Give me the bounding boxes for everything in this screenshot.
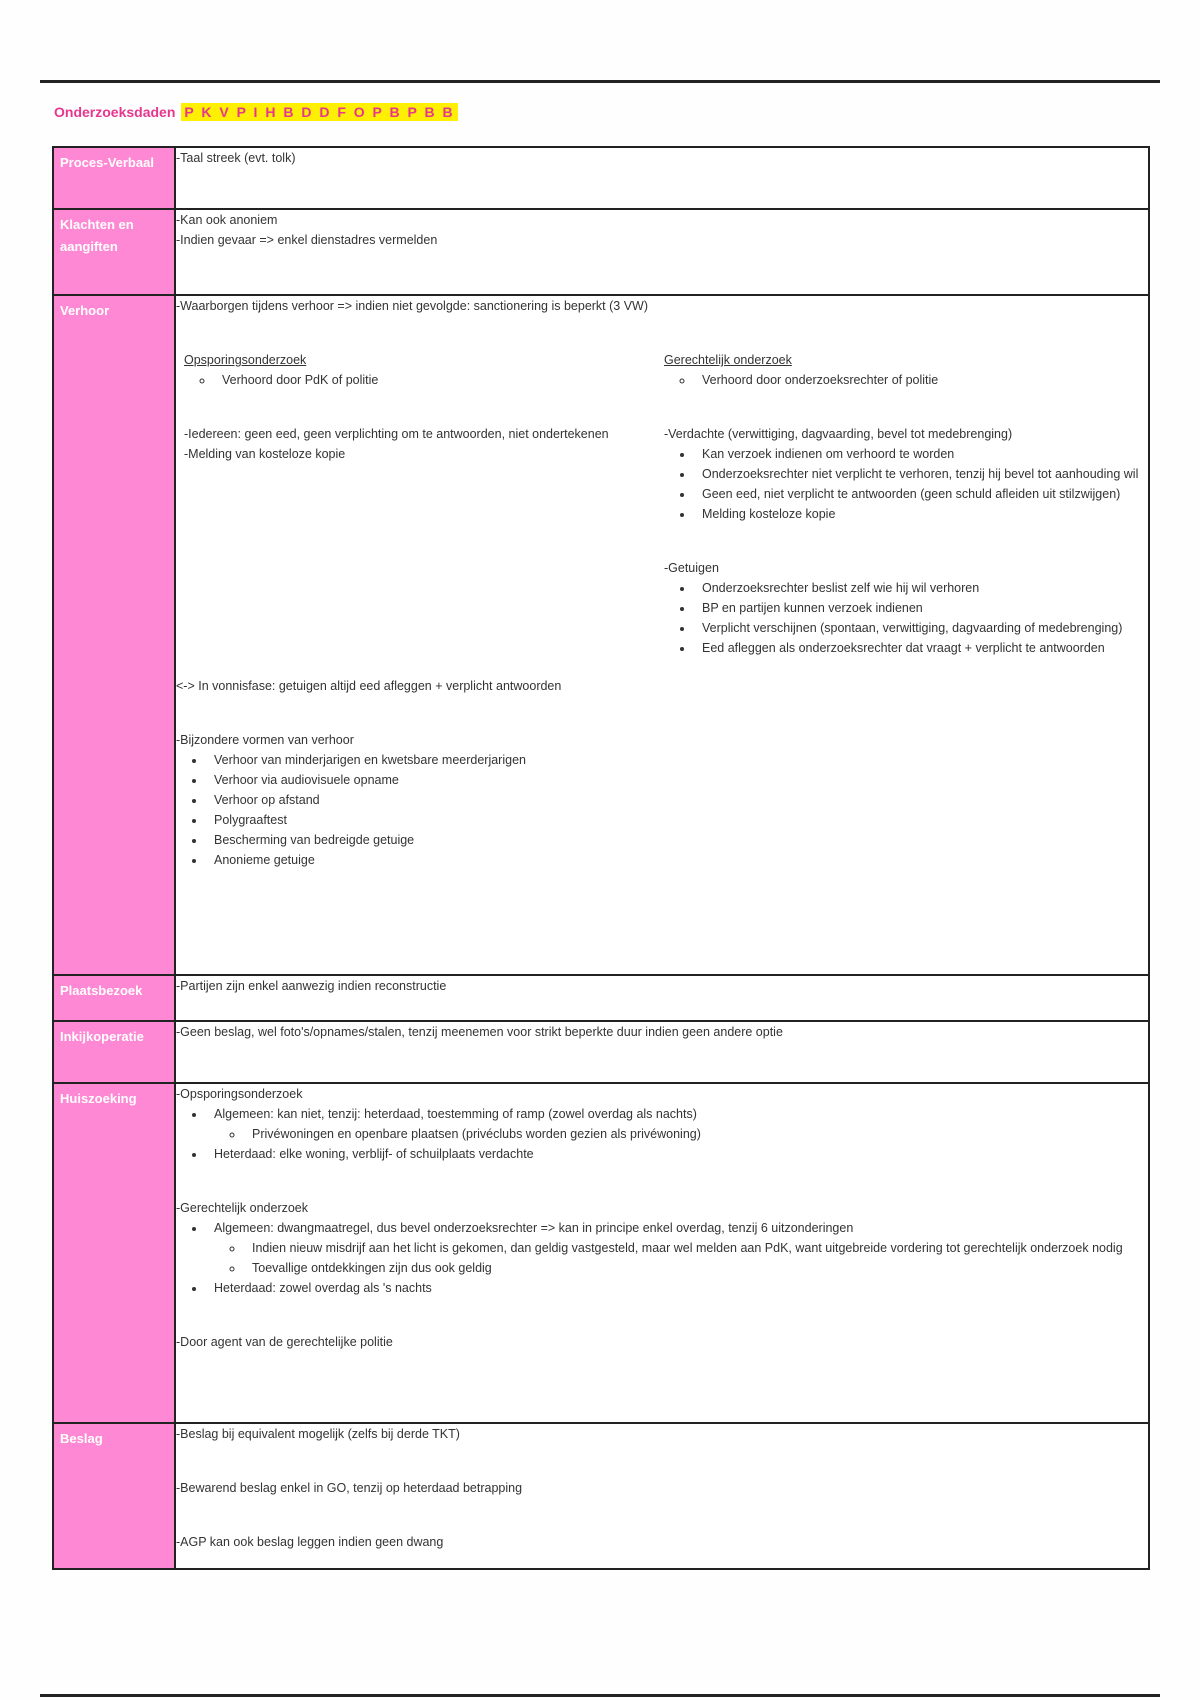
bullet-list <box>664 444 1144 524</box>
text-line: -AGP kan ook beslag leggen indien geen dwang <box>176 1535 444 1549</box>
opsporing-column <box>176 350 664 658</box>
row-label-plaatsbezoek: Plaatsbezoek <box>60 983 143 998</box>
row-label-klachten: Klachten en aangiften <box>60 217 134 254</box>
list-item: • Verhoor via audiovisuele opname <box>206 770 1148 790</box>
row-inkijkoperatie <box>53 1021 1149 1083</box>
row-klachten <box>53 209 1149 295</box>
list-item: • Onderzoeksrechter niet verplicht te verhoren, tenzij hij bevel tot aanhouding wil <box>694 464 1144 484</box>
row-verhoor <box>53 295 1149 975</box>
content-cell <box>175 147 1149 209</box>
list-item: • Bescherming van bedreigde getuige <box>206 830 1148 850</box>
list-item: • Polygraaftest <box>206 810 1148 830</box>
text-line: -Getuigen <box>664 561 719 575</box>
list-item: • Melding kosteloze kopie <box>694 504 1144 524</box>
list-item: ◦ Indien nieuw misdrijf aan het licht is gekomen, dan geldig vastgesteld, maar wel melden aan PdK, want uitgebreide vordering tot gerechtelijk onderzoek nodig <box>244 1238 1148 1258</box>
label-cell <box>53 1423 175 1569</box>
row-huiszoeking <box>53 1083 1149 1423</box>
content-cell <box>175 1021 1149 1083</box>
content-cell <box>175 209 1149 295</box>
label-cell <box>53 209 175 295</box>
list-item: ◦ Verhoord door PdK of politie <box>214 370 664 390</box>
list-item: • Geen eed, niet verplicht te antwoorden (geen schuld afleiden uit stilzwijgen) <box>694 484 1144 504</box>
text-line: -Verdachte (verwittiging, dagvaarding, bevel tot medebrenging) <box>664 427 1013 441</box>
column-heading: Opsporingsonderzoek <box>184 353 307 367</box>
list-item-text: Algemeen: dwangmaatregel, dus bevel onderzoeksrechter => kan in principe enkel overdag, tenzij 6 uitzonderingen <box>214 1221 854 1235</box>
sub-list <box>664 370 1144 390</box>
list-item: • Verhoor van minderjarigen en kwetsbare meerderjarigen <box>206 750 1148 770</box>
list-item: • Eed afleggen als onderzoeksrechter dat vraagt + verplicht te antwoorden <box>694 638 1144 658</box>
list-item <box>206 1218 1148 1278</box>
list-item: • Heterdaad: zowel overdag als 's nachts <box>206 1278 1148 1298</box>
text-line: -Melding van kosteloze kopie <box>184 447 346 461</box>
label-cell <box>53 975 175 1021</box>
row-plaatsbezoek <box>53 975 1149 1021</box>
gerechtelijk-column <box>664 350 1144 658</box>
text-line: -Gerechtelijk onderzoek <box>176 1201 309 1215</box>
bullet-list <box>176 1104 1148 1164</box>
column-heading: Gerechtelijk onderzoek <box>664 353 792 367</box>
text-line: <-> In vonnisfase: getuigen altijd eed afleggen + verplicht antwoorden <box>176 679 562 693</box>
bullet-list <box>176 1218 1148 1298</box>
text-line: -Iedereen: geen eed, geen verplichting om te antwoorden, niet ondertekenen <box>184 427 609 441</box>
text-line: -Taal streek (evt. tolk) <box>176 151 296 165</box>
list-item-text: Algemeen: kan niet, tenzij: heterdaad, toestemming of ramp (zowel overdag als nachts) <box>214 1107 697 1121</box>
row-label-verhoor: Verhoor <box>60 303 110 318</box>
sub-list <box>184 370 664 390</box>
text-line: -Waarborgen tijdens verhoor => indien niet gevolgde: sanctionering is beperkt (3 VW) <box>176 299 649 313</box>
list-item: ◦ Toevallige ontdekkingen zijn dus ook geldig <box>244 1258 1148 1278</box>
list-item: • Anonieme getuige <box>206 850 1148 870</box>
list-item: • BP en partijen kunnen verzoek indienen <box>694 598 1144 618</box>
sub-list <box>214 1238 1148 1278</box>
verhoor-columns <box>176 350 1148 658</box>
text-line: -Beslag bij equivalent mogelijk (zelfs bij derde TKT) <box>176 1427 460 1441</box>
list-item: • Heterdaad: elke woning, verblijf- of schuilplaats verdachte <box>206 1144 1148 1164</box>
list-item: • Verhoor op afstand <box>206 790 1148 810</box>
row-label-beslag: Beslag <box>60 1431 103 1446</box>
bottom-rule <box>40 1694 1160 1697</box>
label-cell <box>53 1083 175 1423</box>
text-line: -Door agent van de gerechtelijke politie <box>176 1335 393 1349</box>
label-cell <box>53 295 175 975</box>
notes-table <box>52 146 1150 1570</box>
text-line: -Bewarend beslag enkel in GO, tenzij op heterdaad betrapping <box>176 1481 523 1495</box>
content-cell <box>175 1423 1149 1569</box>
content-cell <box>175 295 1149 975</box>
text-line: -Kan ook anoniem <box>176 213 278 227</box>
top-rule <box>40 80 1160 83</box>
list-item: ◦ Verhoord door onderzoeksrechter of politie <box>694 370 1144 390</box>
text-line: -Indien gevaar => enkel dienstadres vermelden <box>176 233 438 247</box>
list-item: • Verplicht verschijnen (spontaan, verwittiging, dagvaarding of medebrenging) <box>694 618 1144 638</box>
bullet-list <box>176 750 1148 870</box>
sub-list <box>214 1124 1148 1144</box>
list-item: • Onderzoeksrechter beslist zelf wie hij wil verhoren <box>694 578 1144 598</box>
mnemonic-highlight: P K V P I H B D D F O P B P B B <box>181 103 457 121</box>
row-label-huiszoeking: Huiszoeking <box>60 1091 137 1106</box>
row-label-proces-verbaal: Proces-Verbaal <box>60 155 154 170</box>
list-item: • Kan verzoek indienen om verhoord te worden <box>694 444 1144 464</box>
list-item: ◦ Privéwoningen en openbare plaatsen (privéclubs worden gezien als privéwoning) <box>244 1124 1148 1144</box>
list-item <box>206 1104 1148 1144</box>
row-label-inkijkoperatie: Inkijkoperatie <box>60 1029 144 1044</box>
text-line: -Partijen zijn enkel aanwezig indien reconstructie <box>176 979 447 993</box>
text-line: -Bijzondere vormen van verhoor <box>176 733 354 747</box>
page-title: Onderzoeksdaden <box>54 104 176 120</box>
bullet-list <box>664 578 1144 658</box>
label-cell <box>53 1021 175 1083</box>
label-cell <box>53 147 175 209</box>
content-cell <box>175 975 1149 1021</box>
text-line: -Geen beslag, wel foto's/opnames/stalen, tenzij meenemen voor strikt beperkte duur indien geen andere optie <box>176 1025 783 1039</box>
text-line: -Opsporingsonderzoek <box>176 1087 303 1101</box>
page-heading <box>54 104 458 120</box>
row-beslag <box>53 1423 1149 1569</box>
content-cell <box>175 1083 1149 1423</box>
row-proces-verbaal <box>53 147 1149 209</box>
